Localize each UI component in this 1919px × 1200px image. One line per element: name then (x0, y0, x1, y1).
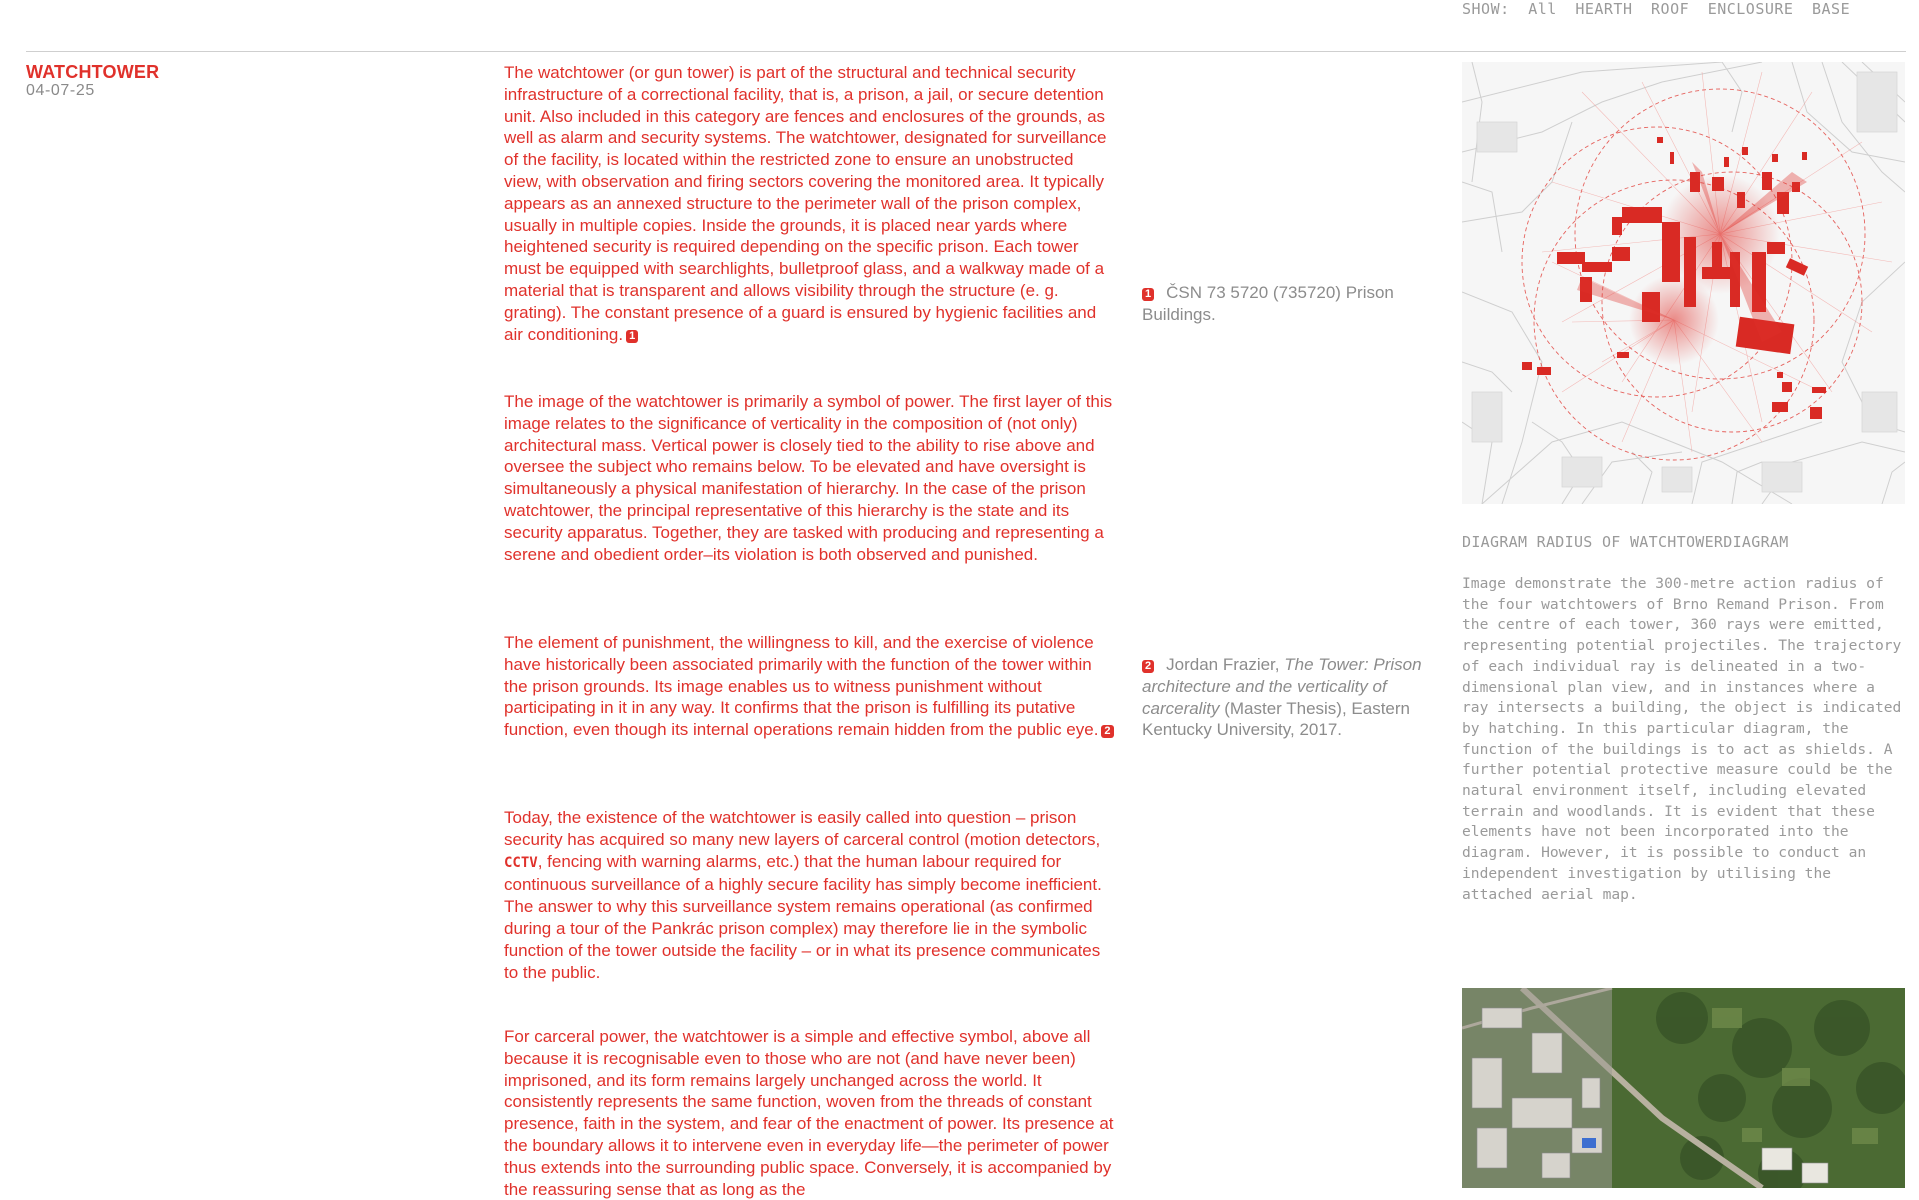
filter-option-all[interactable]: All (1528, 0, 1557, 18)
paragraph-4 (504, 807, 1114, 983)
paragraph-2-text: The image of the watchtower is primarily a symbol of power. The first layer of this image relates to the significance of verticality in the composition of (not only) architectural mass. Vertical power is closely tied to the ability to rise above and oversee the subject who remains below. To be elevated and have oversight is simultaneously a physical manifestation of hierarchy. In the case of the prison watchtower, the principal representative of this hierarchy is the state and its security apparatus. Together, they are tasked with producing and representing a serene and obedient order–its violation is both observed and punished. (504, 392, 1113, 564)
paragraph-1 (504, 62, 1114, 345)
filter-option-base[interactable]: BASE (1812, 0, 1851, 18)
filter-option-hearth[interactable]: HEARTH (1575, 0, 1633, 18)
filter-label: SHOW: (1462, 0, 1510, 18)
cctv-abbreviation: CCTV (504, 854, 538, 871)
footnote-2 (1142, 654, 1432, 741)
footnote-ref-1[interactable]: 1 (626, 330, 638, 343)
aerial-svg (1462, 988, 1905, 1188)
filter-option-enclosure[interactable]: ENCLOSURE (1707, 0, 1794, 18)
footnote-1 (1142, 282, 1432, 326)
paragraph-2 (504, 391, 1114, 565)
footnote-2-mark: 2 (1142, 660, 1154, 673)
diagram-svg (1462, 62, 1905, 504)
shielding-buildings (1522, 137, 1826, 419)
figure-title: DIAGRAM RADIUS OF WATCHTOWERDIAGRAM (1462, 533, 1789, 551)
paragraph-5-text: For carceral power, the watchtower is a simple and effective symbol, above all because it is recognisable even to those who are not (and have never been) imprisoned, and its form remains largely unchanged across the world. It consistently represents the same function, woven from the threads of constant presence, faith in the system, and fear of the enactment of power. Its presence at the boundary allows it to intervene even in everyday life—the perimeter of power thus extends into the surrounding public space. Conversely, it is accompanied by the reassuring sense that as long as the (504, 1027, 1114, 1199)
footnote-1-mark: 1 (1142, 288, 1154, 301)
footnote-2-title: The Tower: Prison architecture and the verticality of carcerality (1142, 655, 1422, 718)
figure-caption: Image demonstrate the 300-metre action radius of the four watchtowers of Brno Remand Prison. From the centre of each tower, 360 rays were emitted, representing potential projectiles. The trajectory of each individual ray is delineated in a two-dimensional plan view, and in instances where a ray intersects a building, the object is indicated by hatching. In this particular diagram, the function of the buildings is to act as shields. A further potential protective measure could be the natural environment itself, including elevated terrain and woodlands. It is evident that these elements have not been incorporated into the diagram. However, it is possible to conduct an independent investigation by utilising the attached aerial map. (1462, 575, 1902, 903)
paragraph-4-text-a: Today, the existence of the watchtower is easily called into question – prison security has acquired so many new layers of carceral control (motion detectors, (504, 808, 1101, 849)
filter-bar (1462, 0, 1859, 18)
paragraph-4-text-b: , fencing with warning alarms, etc.) that the human labour required for continuous surveillance of a highly secure facility has simply become inefficient. The answer to why this surveillance system remains operational (as confirmed during a tour of the Pankrác prison complex) may therefore lie in the symbolic function of the tower outside the facility – or in what its presence communicates to the public. (504, 851, 1102, 982)
watchtower-radius-diagram[interactable] (1462, 62, 1905, 504)
paragraph-3-text: The element of punishment, the willingness to kill, and the exercise of violence have historically been associated primarily with the function of the tower within the prison grounds. Its image enables us to witness punishment without participating in it in any way. It confirms that the prison is fulfilling its putative function, even though its internal operations remain hidden from the public eye. (504, 633, 1099, 740)
divider (26, 51, 1906, 52)
paragraph-3 (504, 632, 1114, 741)
entry-title: WATCHTOWER (26, 62, 160, 82)
filter-option-roof[interactable]: ROOF (1651, 0, 1690, 18)
aerial-map-image[interactable] (1462, 988, 1905, 1188)
footnote-1-text: ČSN 73 5720 (735720) Prison Buildings. (1142, 283, 1394, 324)
paragraph-1-text: The watchtower (or gun tower) is part of the structural and technical security infrastructure of a correctional facility, that is, a prison, a jail, or secure detention unit. Also included in this category are fences and enclosures of the grounds, as well as alarm and security systems. The watchtower, designated for surveillance of the facility, is located within the restricted zone to ensure an unobstructed view, with observation and firing sectors covering the monitored area. It typically appears as an annexed structure to the perimeter wall of the prison complex, usually in multiple copies. Inside the grounds, it is placed near yards where heightened security is required depending on the specific prison. Each tower must be equipped with searchlights, bulletproof glass, and a walkway made of a material that is transparent and allows visibility through the structure (e. g. grating). The constant presence of a guard is ensured by hygienic facilities and air conditioning. (504, 63, 1107, 344)
entry-date: 04-07-25 (26, 82, 95, 99)
footnote-2-rest: (Master Thesis), Eastern Kentucky University, 2017. (1142, 698, 1410, 740)
footnote-2-author: Jordan Frazier, (1166, 655, 1285, 674)
footnote-ref-2[interactable]: 2 (1101, 725, 1113, 738)
paragraph-5 (504, 1026, 1114, 1200)
